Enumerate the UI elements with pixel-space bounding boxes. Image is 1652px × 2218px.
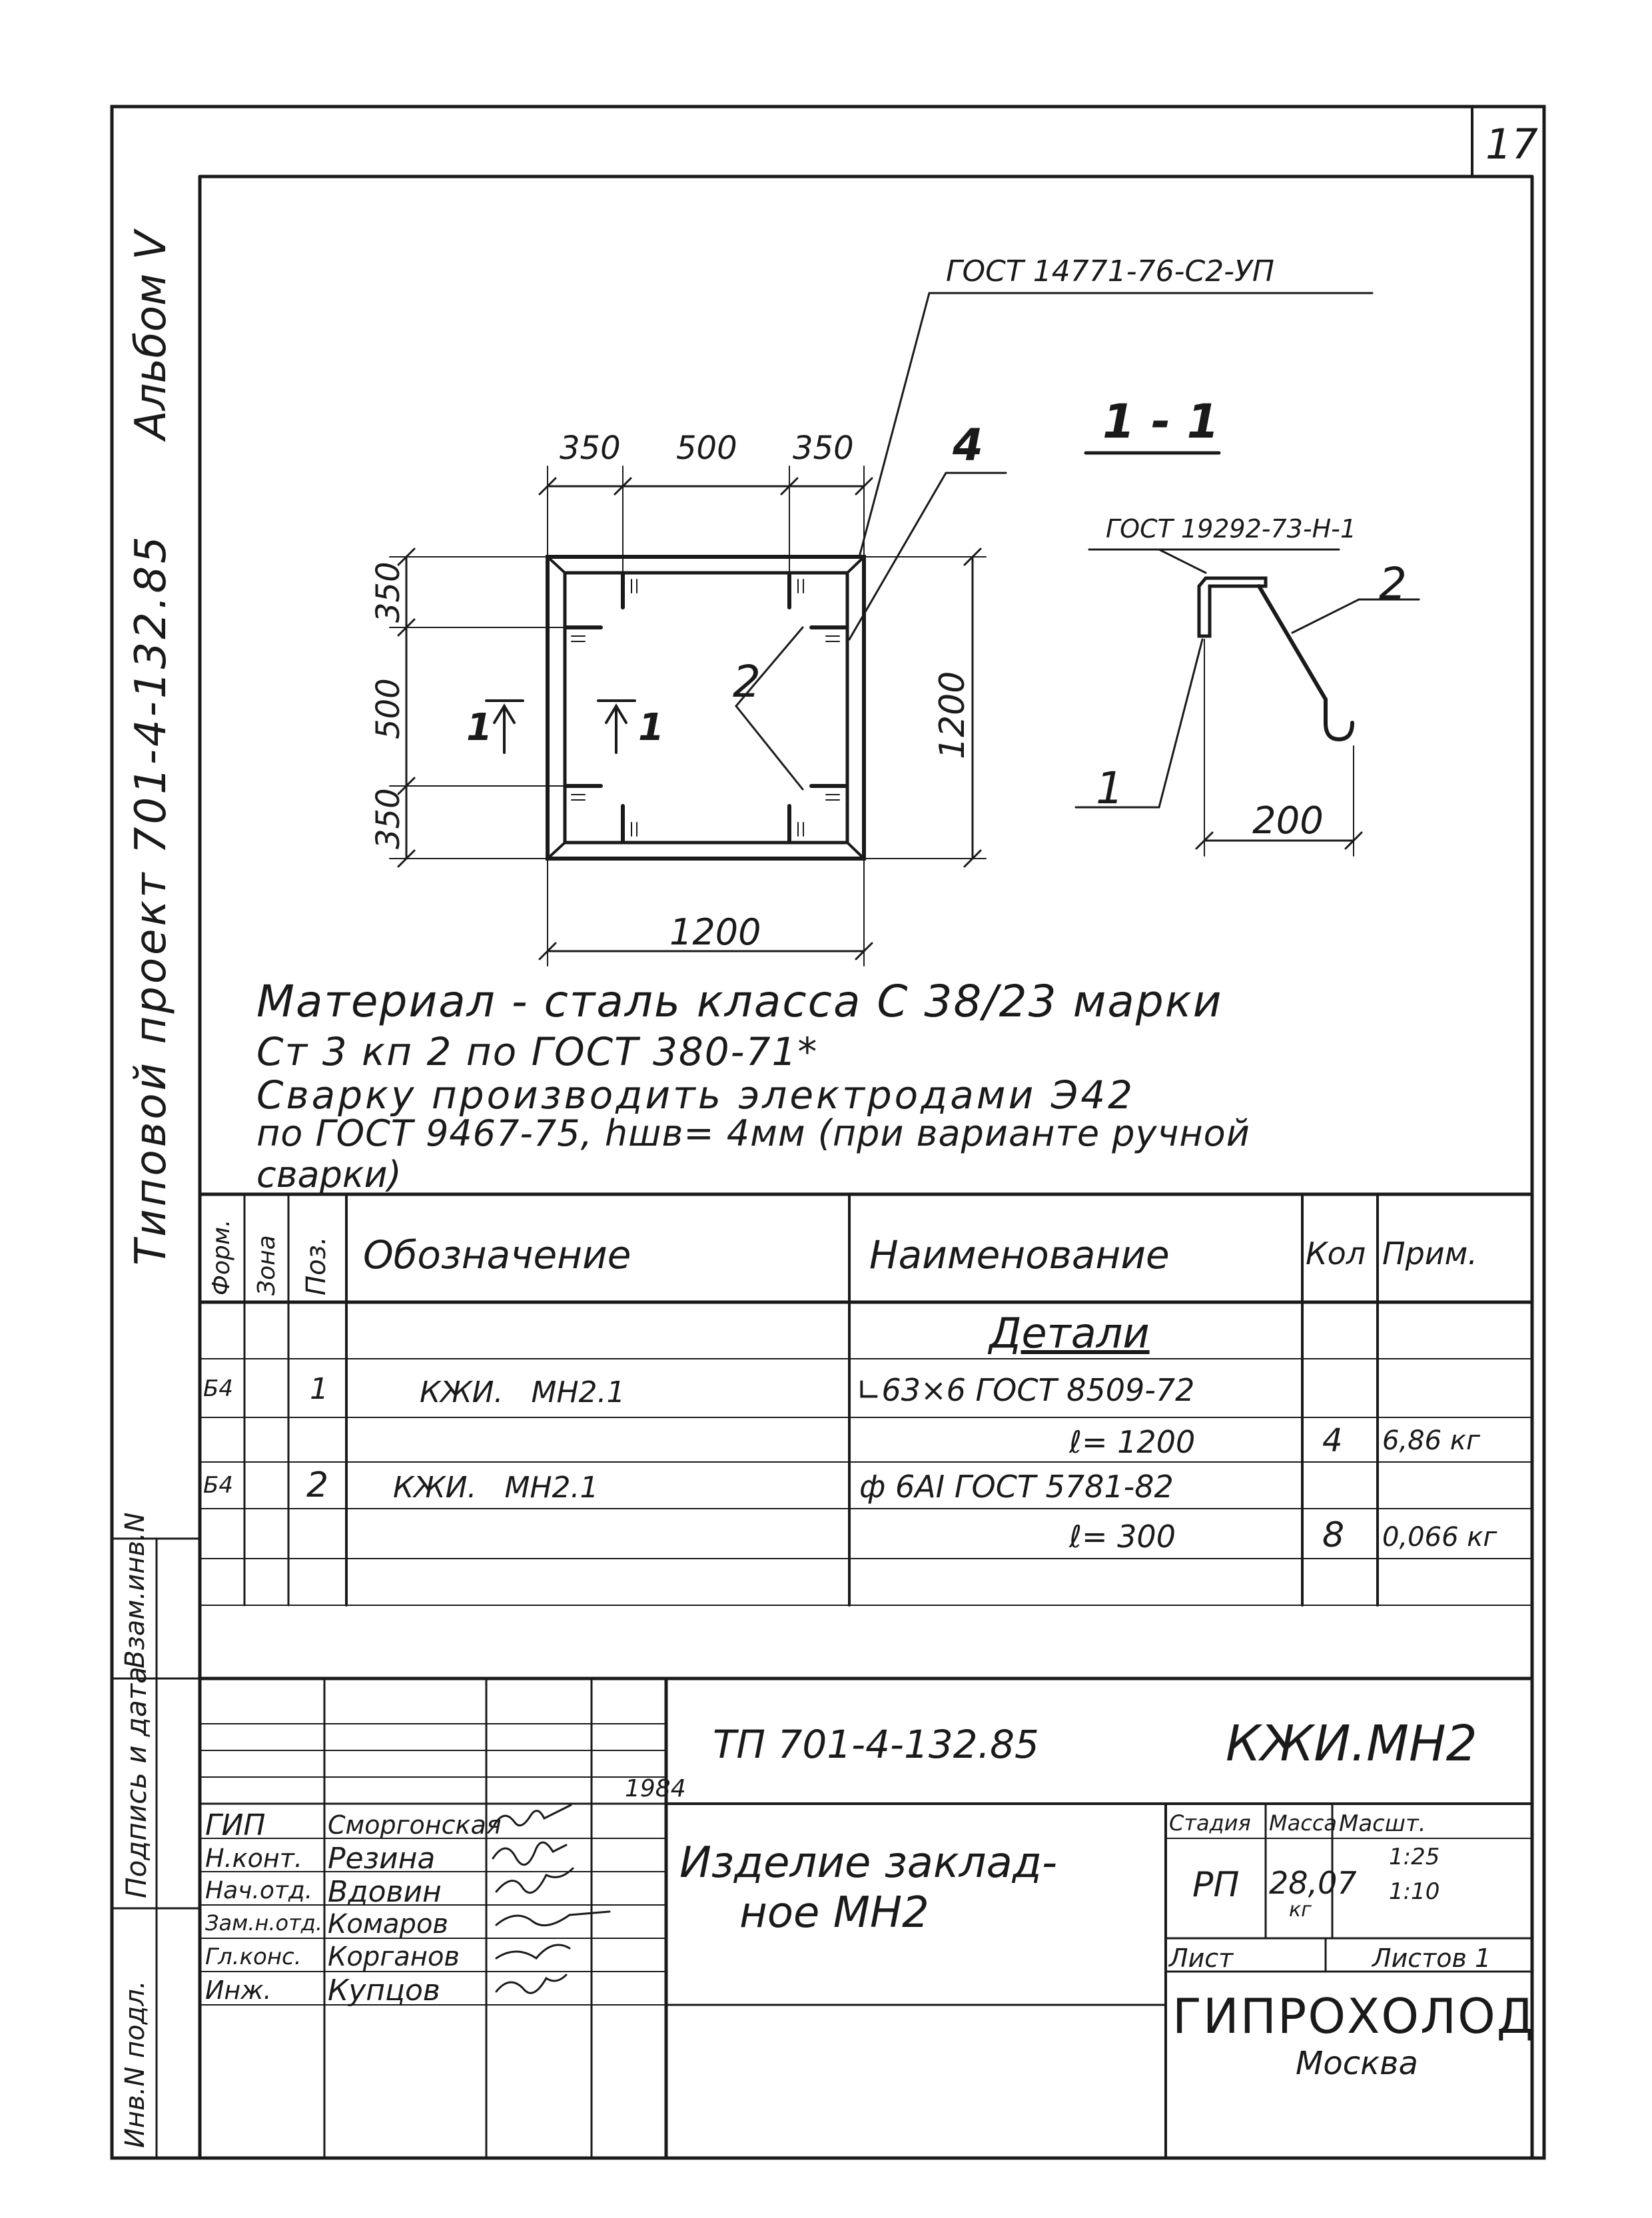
- staff-name-1: Сморгонская: [328, 1810, 502, 1840]
- section-marker-right: 1: [638, 706, 664, 749]
- plan-frame-outer: [548, 557, 864, 859]
- title-stage-label: Стадия: [1169, 1810, 1251, 1836]
- margin-field-inventory: Инв.N подл.: [120, 1980, 151, 2148]
- spec-row-3-format: Б4: [203, 1472, 233, 1499]
- note-line-1: Материал - сталь класса С 38/23 марки: [256, 976, 1223, 1027]
- spec-header-designation: Обозначение: [363, 1232, 631, 1278]
- spec-row-2-name: ℓ= 1200: [1069, 1424, 1196, 1460]
- spec-header-note: Прим.: [1382, 1236, 1478, 1272]
- title-sheets-label: Листов 1: [1372, 1944, 1491, 1973]
- spec-header-format: Форм.: [208, 1219, 235, 1295]
- title-scale-1: 1:25: [1389, 1844, 1440, 1870]
- spec-header-name: Наименование: [869, 1232, 1170, 1278]
- staff-name-2: Резина: [328, 1842, 436, 1876]
- section-dim-200: 200: [1252, 799, 1324, 843]
- callout-pos-2: 2: [733, 656, 761, 707]
- spec-row-3-designation: КЖИ. МН2.1: [393, 1471, 599, 1505]
- dim-top-3: 350: [793, 430, 854, 467]
- spec-row-4-name: ℓ= 300: [1069, 1519, 1176, 1555]
- spec-row-4-note: 0,066 кг: [1382, 1522, 1497, 1553]
- spec-header-qty: Кол: [1306, 1236, 1366, 1272]
- sheet-number: 17: [1485, 120, 1538, 169]
- staff-name-3: Вдовин: [328, 1875, 442, 1909]
- staff-role-1: ГИП: [205, 1808, 266, 1842]
- dim-left-3: 350: [370, 788, 407, 849]
- spec-section-label: Детали: [989, 1309, 1150, 1357]
- spec-header-pos: Поз.: [301, 1236, 332, 1295]
- section-pos-1: 1: [1096, 763, 1124, 814]
- staff-name-6: Купцов: [328, 1974, 440, 2008]
- spec-row-3-pos: 2: [306, 1465, 329, 1505]
- title-scale-label: Масшт.: [1339, 1810, 1426, 1837]
- note-line-3: Сварку производить электродами Э42: [256, 1072, 1135, 1118]
- title-scale-2: 1:10: [1389, 1878, 1440, 1905]
- dim-right-height: 1200: [933, 671, 973, 759]
- album-label: Альбом V: [127, 230, 176, 440]
- staff-name-5: Корганов: [328, 1942, 460, 1972]
- spec-row-1-format: Б4: [203, 1375, 233, 1402]
- title-stage: РП: [1192, 1865, 1240, 1905]
- weld-note-section: ГОСТ 19292-73-Н-1: [1106, 514, 1357, 544]
- title-mass-label: Масса: [1269, 1810, 1338, 1836]
- spec-row-1-name: ∟63×6 ГОСТ 8509-72: [856, 1372, 1195, 1408]
- note-line-2: Ст 3 кп 2 по ГОСТ 380-71*: [256, 1029, 819, 1074]
- spec-row-3-name: ф 6АI ГОСТ 5781-82: [859, 1469, 1174, 1505]
- spec-row-4-qty: 8: [1322, 1515, 1345, 1555]
- margin-field-replacement: Взам.инв.N: [120, 1512, 151, 1668]
- title-code: ТП 701-4-132.85: [713, 1722, 1039, 1767]
- plan-frame-inner: [565, 573, 847, 843]
- dim-top-2: 500: [676, 430, 737, 467]
- section-angle: [1199, 578, 1266, 636]
- spec-row-1-pos: 1: [310, 1372, 328, 1406]
- title-mark: КЖИ.МН2: [1226, 1715, 1477, 1772]
- title-item-name-1: Изделие заклад-: [679, 1838, 1058, 1888]
- section-pos-2: 2: [1379, 558, 1407, 609]
- section-marker-left: 1: [466, 706, 492, 749]
- title-year: 1984: [625, 1775, 686, 1802]
- dim-top-1: 350: [560, 430, 621, 467]
- dim-bottom-width: 1200: [669, 911, 761, 953]
- note-line-5: сварки): [256, 1154, 402, 1196]
- staff-role-6: Инж.: [205, 1976, 272, 2005]
- title-mass: 28,07: [1269, 1865, 1357, 1901]
- title-mass-unit: кг: [1289, 1898, 1312, 1922]
- title-item-name-2: ное МН2: [739, 1888, 929, 1938]
- title-org: ГИПРОХОЛОД: [1172, 1988, 1536, 2044]
- dim-left-2: 500: [370, 678, 407, 739]
- title-city: Москва: [1296, 2045, 1418, 2082]
- weld-note-plan: ГОСТ 14771-76-С2-УП: [946, 254, 1274, 288]
- staff-name-4: Комаров: [328, 1909, 448, 1940]
- spec-row-2-qty: 4: [1322, 1422, 1343, 1459]
- staff-role-3: Нач.отд.: [205, 1877, 313, 1904]
- staff-role-2: Н.конт.: [205, 1844, 302, 1873]
- dim-left-1: 350: [370, 561, 407, 623]
- section-title: 1 - 1: [1102, 394, 1220, 449]
- spec-row-1-designation: КЖИ. МН2.1: [420, 1375, 625, 1409]
- callout-pos-4: 4: [953, 420, 983, 471]
- series-label: Типовой проект 701-4-132.85: [127, 534, 176, 1266]
- spec-header-zone: Зона: [253, 1235, 280, 1295]
- title-sheet-label: Лист: [1169, 1944, 1234, 1973]
- staff-role-4: Зам.н.отд.: [205, 1910, 323, 1936]
- note-line-4: по ГОСТ 9467-75, hшв= 4мм (при варианте ручной: [256, 1112, 1250, 1154]
- margin-field-signature: Подпись и дата: [120, 1666, 153, 1898]
- spec-row-2-note: 6,86 кг: [1382, 1425, 1480, 1456]
- staff-role-5: Гл.конс.: [205, 1944, 302, 1970]
